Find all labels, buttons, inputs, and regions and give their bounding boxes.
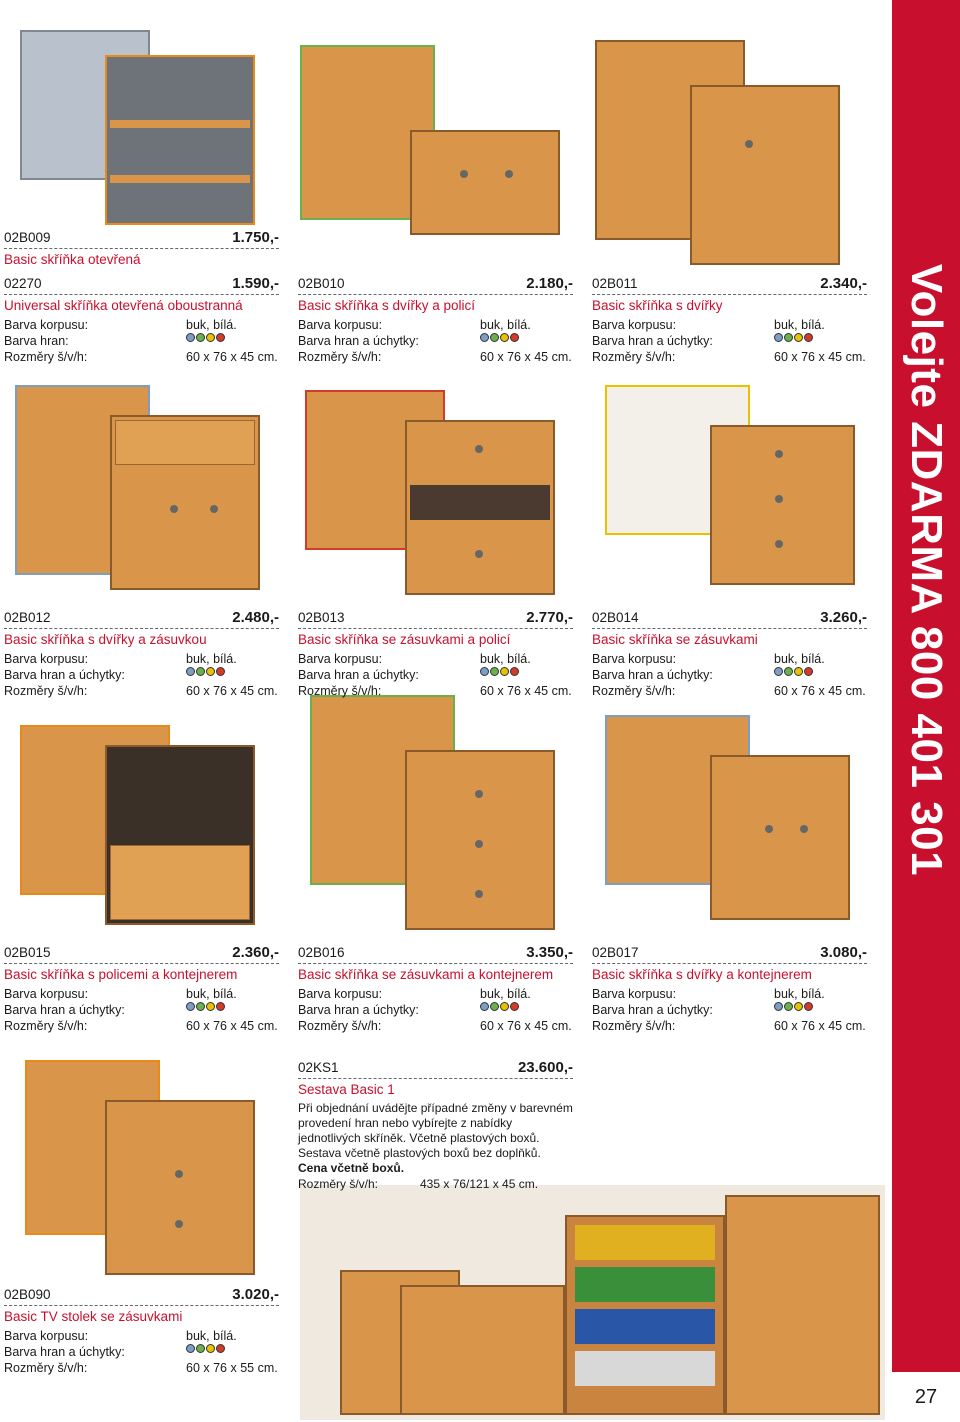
product-title: Basic skříňka s policemi a kontejnerem bbox=[4, 967, 238, 982]
spec-label: Barva korpusu: bbox=[592, 318, 677, 332]
product-image-02B011 bbox=[595, 40, 865, 265]
spec-label: Rozměry š/v/h: bbox=[298, 350, 382, 364]
spec-label: Barva hran a úchytky: bbox=[298, 668, 419, 682]
spec-value: 60 x 76 x 45 cm. bbox=[774, 684, 866, 698]
product-02B016 bbox=[298, 945, 573, 1034]
spec-label: Rozměry š/v/h: bbox=[298, 1177, 379, 1191]
product-code: 02B010 bbox=[298, 276, 345, 291]
product-price: 3.080,- bbox=[820, 944, 867, 961]
product-image-02B015 bbox=[20, 705, 265, 925]
product-code: 02B013 bbox=[298, 610, 345, 625]
spec-label: Barva hran a úchytky: bbox=[298, 334, 419, 348]
spec-value: 60 x 76 x 45 cm. bbox=[480, 684, 572, 698]
product-title: Sestava Basic 1 bbox=[298, 1082, 395, 1097]
spec-value: buk, bílá. bbox=[186, 652, 237, 666]
spec-label: Rozměry š/v/h: bbox=[4, 1019, 88, 1033]
product-price: 3.260,- bbox=[820, 609, 867, 626]
spec-label: Rozměry š/v/h: bbox=[592, 350, 676, 364]
product-image-02B009 bbox=[10, 30, 280, 225]
spec-value: 60 x 76 x 45 cm. bbox=[480, 1019, 572, 1033]
spec-label: Rozměry š/v/h: bbox=[592, 1019, 676, 1033]
product-code: 02B090 bbox=[4, 1287, 51, 1302]
product-02B010 bbox=[298, 276, 573, 365]
product-code: 02B017 bbox=[592, 945, 639, 960]
product-02B011 bbox=[592, 276, 867, 365]
spec-value: buk, bílá. bbox=[480, 652, 531, 666]
product-price: 3.350,- bbox=[526, 944, 573, 961]
product-02270 bbox=[4, 276, 279, 365]
product-title: Universal skříňka otevřená oboustranná bbox=[4, 298, 243, 313]
product-price: 2.480,- bbox=[232, 609, 279, 626]
kit-description: Při objednání uvádějte případné změny v barevném provedení hran nebo vybírejte z nabídky jednotlivých skříněk. Včetně plastových boxů. Sestava včetně plastových boxů bez doplňků. bbox=[298, 1101, 573, 1160]
spec-label: Barva korpusu: bbox=[592, 652, 677, 666]
product-price: 1.750,- bbox=[232, 229, 279, 246]
product-price: 3.020,- bbox=[232, 1286, 279, 1303]
spec-label: Rozměry š/v/h: bbox=[298, 1019, 382, 1033]
product-code: 02B014 bbox=[592, 610, 639, 625]
color-swatch-icon bbox=[480, 667, 519, 683]
product-price: 2.340,- bbox=[820, 275, 867, 292]
spec-label: Barva korpusu: bbox=[4, 1329, 89, 1343]
product-title: Basic skříňka s dvířky a kontejnerem bbox=[592, 967, 812, 982]
spec-label: Rozměry š/v/h: bbox=[4, 1361, 88, 1375]
product-02B017 bbox=[592, 945, 867, 1034]
product-code: 02B009 bbox=[4, 230, 51, 245]
product-title: Basic TV stolek se zásuvkami bbox=[4, 1309, 183, 1324]
product-image-02B013 bbox=[305, 390, 570, 595]
spec-label: Barva hran: bbox=[4, 334, 69, 348]
product-image-02B010 bbox=[300, 45, 570, 235]
color-swatch-icon bbox=[186, 667, 225, 683]
color-swatch-icon bbox=[186, 1002, 225, 1018]
spec-label: Barva hran a úchytky: bbox=[592, 668, 713, 682]
product-code: 02KS1 bbox=[298, 1060, 339, 1075]
spec-label: Barva korpusu: bbox=[298, 987, 383, 1001]
color-swatch-icon bbox=[480, 1002, 519, 1018]
product-image-02KS1 bbox=[300, 1185, 885, 1420]
spec-label: Rozměry š/v/h: bbox=[298, 684, 382, 698]
product-code: 02270 bbox=[4, 276, 42, 291]
kit-description-bold: Cena včetně boxů. bbox=[298, 1161, 405, 1175]
product-image-02B016 bbox=[310, 695, 565, 930]
spec-value: buk, bílá. bbox=[480, 318, 531, 332]
product-image-02B014 bbox=[605, 385, 860, 590]
spec-label: Barva hran a úchytky: bbox=[592, 1003, 713, 1017]
product-code: 02B012 bbox=[4, 610, 51, 625]
spec-value: buk, bílá. bbox=[480, 987, 531, 1001]
spec-value: 60 x 76 x 55 cm. bbox=[186, 1361, 278, 1375]
product-price: 2.360,- bbox=[232, 944, 279, 961]
product-title: Basic skříňka s dvířky bbox=[592, 298, 723, 313]
product-price: 23.600,- bbox=[517, 1059, 573, 1076]
spec-label: Barva hran a úchytky: bbox=[4, 1345, 125, 1359]
product-title: Basic skříňka otevřená bbox=[4, 252, 141, 267]
color-swatch-icon bbox=[186, 1344, 225, 1360]
page-number: 27 bbox=[892, 1372, 960, 1422]
spec-label: Rozměry š/v/h: bbox=[4, 350, 88, 364]
spec-value: buk, bílá. bbox=[186, 318, 237, 332]
color-swatch-icon bbox=[186, 333, 225, 349]
product-title: Basic skříňka se zásuvkami a kontejnerem bbox=[298, 967, 554, 982]
product-02B014 bbox=[592, 610, 867, 699]
spec-label: Barva korpusu: bbox=[4, 652, 89, 666]
product-02B015 bbox=[4, 945, 279, 1034]
product-02KS1 bbox=[298, 1060, 573, 1192]
spec-label: Barva korpusu: bbox=[592, 987, 677, 1001]
spec-value: 60 x 76 x 45 cm. bbox=[774, 1019, 866, 1033]
spec-value: buk, bílá. bbox=[774, 318, 825, 332]
spec-value: buk, bílá. bbox=[774, 652, 825, 666]
product-title: Basic skříňka se zásuvkami a policí bbox=[298, 632, 511, 647]
spec-label: Barva hran a úchytky: bbox=[298, 1003, 419, 1017]
spec-label: Barva korpusu: bbox=[298, 652, 383, 666]
spec-value: 60 x 76 x 45 cm. bbox=[186, 350, 278, 364]
product-title: Basic skříňka s dvířky a policí bbox=[298, 298, 476, 313]
product-code: 02B015 bbox=[4, 945, 51, 960]
color-swatch-icon bbox=[774, 1002, 813, 1018]
spec-value: 435 x 76/121 x 45 cm. bbox=[420, 1177, 539, 1191]
product-price: 1.590,- bbox=[232, 275, 279, 292]
color-swatch-icon bbox=[480, 333, 519, 349]
product-image-02B017 bbox=[605, 715, 855, 925]
spec-label: Rozměry š/v/h: bbox=[592, 684, 676, 698]
spec-value: 60 x 76 x 45 cm. bbox=[186, 1019, 278, 1033]
product-price: 2.180,- bbox=[526, 275, 573, 292]
spec-label: Rozměry š/v/h: bbox=[4, 684, 88, 698]
spec-value: 60 x 76 x 45 cm. bbox=[480, 350, 572, 364]
product-02B090 bbox=[4, 1287, 279, 1376]
spec-label: Barva korpusu: bbox=[4, 987, 89, 1001]
product-02B012 bbox=[4, 610, 279, 699]
product-title: Basic skříňka s dvířky a zásuvkou bbox=[4, 632, 207, 647]
color-swatch-icon bbox=[774, 333, 813, 349]
product-image-02B012 bbox=[15, 385, 275, 590]
product-title: Basic skříňka se zásuvkami bbox=[592, 632, 758, 647]
product-code: 02B011 bbox=[592, 276, 638, 291]
product-code: 02B016 bbox=[298, 945, 345, 960]
color-swatch-icon bbox=[774, 667, 813, 683]
spec-value: 60 x 76 x 45 cm. bbox=[186, 684, 278, 698]
product-price: 2.770,- bbox=[526, 609, 573, 626]
spec-label: Barva korpusu: bbox=[4, 318, 89, 332]
spec-value: 60 x 76 x 45 cm. bbox=[774, 350, 866, 364]
product-02B013 bbox=[298, 610, 573, 699]
spec-label: Barva hran a úchytky: bbox=[4, 1003, 125, 1017]
product-image-02B090 bbox=[25, 1060, 265, 1275]
spec-value: buk, bílá. bbox=[186, 1329, 237, 1343]
product-02B009 bbox=[4, 230, 279, 271]
spec-label: Barva hran a úchytky: bbox=[4, 668, 125, 682]
spec-value: buk, bílá. bbox=[186, 987, 237, 1001]
spec-label: Barva korpusu: bbox=[298, 318, 383, 332]
spec-label: Barva hran a úchytky: bbox=[592, 334, 713, 348]
spec-value: buk, bílá. bbox=[774, 987, 825, 1001]
sidebar-phone-text: Volejte ZDARMA 800 401 301 bbox=[902, 263, 951, 877]
